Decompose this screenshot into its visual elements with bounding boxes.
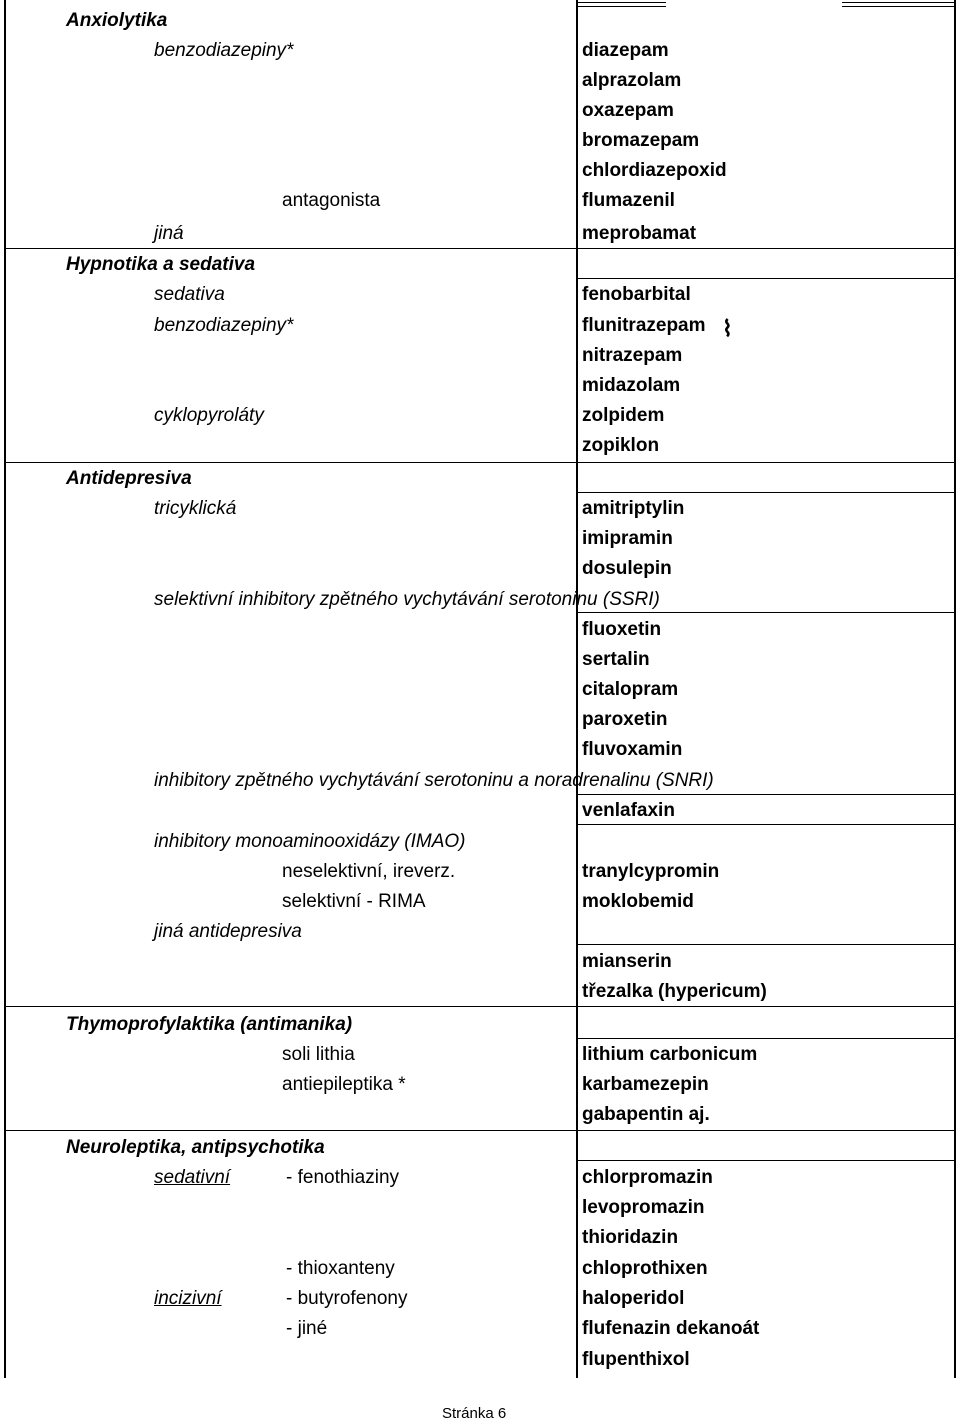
subcategory-antiepileptika: antiepileptika * [282,1074,406,1095]
page-footer: Stránka 6 [442,1405,507,1422]
drug-sertalin: sertalin [582,649,650,670]
drug-moklobemid: moklobemid [582,891,694,912]
drug-dosulepin: dosulepin [582,558,672,579]
drug-levopromazin: levopromazin [582,1197,705,1218]
category-tricyklicka: tricyklická [154,498,237,519]
subcategory-neselektivni: neselektivní, ireverz. [282,861,456,882]
divider-imao-head [578,824,956,825]
category-jina: jiná [154,223,184,244]
section-heading-hypnotika: Hypnotika a sedativa [66,254,256,275]
drug-thioridazin: thioridazin [582,1227,679,1248]
drug-fluoxetin: fluoxetin [582,619,662,640]
top-double-rule-d [842,6,954,7]
drug-alprazolam: alprazolam [582,70,682,91]
drug-trezalka: třezalka (hypericum) [582,981,767,1002]
drug-amitriptylin: amitriptylin [582,498,685,519]
divider-thymoprofylaktika [4,1130,956,1131]
table-right-border [954,0,956,1378]
drug-flumazenil: flumazenil [582,190,675,211]
top-double-rule-b [578,6,666,7]
footnote-bracket-icon: ⌇ [722,316,733,341]
subcategory-jine: - jiné [286,1318,328,1339]
table-left-border [4,0,6,1378]
section-heading-thymoprofylaktika: Thymoprofylaktika (antimanika) [66,1014,353,1035]
drug-lithium-carbonicum: lithium carbonicum [582,1044,758,1065]
category-incizivni: incizivní [154,1288,222,1309]
category-jina-antidepresiva: jiná antidepresiva [154,921,302,942]
subcategory-fenothiaziny: - fenothiaziny [286,1167,400,1188]
drug-imipramin: imipramin [582,528,673,549]
drug-mianserin: mianserin [582,951,672,972]
category-benzodiazepiny: benzodiazepiny* [154,40,294,61]
divider-anxiolytika [4,248,956,249]
category-snri: inhibitory zpětného vychytávání serotoninu a noradrenalinu (SNRI) [154,770,714,791]
drug-midazolam: midazolam [582,375,681,396]
divider-subhead-antidepresiva [578,492,956,493]
drug-citalopram: citalopram [582,679,679,700]
divider-neuro-head [578,1160,956,1161]
section-heading-antidepresiva: Antidepresiva [66,468,192,489]
drug-meprobamat: meprobamat [582,223,697,244]
drug-nitrazepam: nitrazepam [582,345,683,366]
subcategory-soli-lithia: soli lithia [282,1044,355,1065]
drug-chloprothixen: chloprothixen [582,1258,708,1279]
drug-zopiklon: zopiklon [582,435,660,456]
divider-antidepresiva [4,1006,956,1007]
section-heading-anxiolytika: Anxiolytika [66,10,168,31]
drug-flupenthixol: flupenthixol [582,1349,690,1370]
drug-karbamezepin: karbamezepin [582,1074,709,1095]
drug-gabapentin: gabapentin aj. [582,1104,710,1125]
drug-zolpidem: zolpidem [582,405,665,426]
divider-subhead-hypnotika [578,278,956,279]
subcategory-thioxanteny: - thioxanteny [286,1258,395,1279]
divider-thymo-head [578,1038,956,1039]
drug-venlafaxin: venlafaxin [582,800,675,821]
drug-flunitrazepam: flunitrazepam [582,315,706,336]
drug-haloperidol: haloperidol [582,1288,685,1309]
drug-paroxetin: paroxetin [582,709,668,730]
top-double-rule-a [578,2,666,3]
drug-fenobarbital: fenobarbital [582,284,691,305]
subcategory-butyrofenony: - butyrofenony [286,1288,408,1309]
top-double-rule-c [842,2,954,3]
drug-bromazepam: bromazepam [582,130,700,151]
drug-fluvoxamin: fluvoxamin [582,739,683,760]
drug-chlordiazepoxid: chlordiazepoxid [582,160,727,181]
divider-ssri-head [578,612,956,613]
divider-jina-head [578,944,956,945]
table-middle-border [576,0,578,1378]
divider-hypnotika [4,462,956,463]
category-sedativni: sedativní [154,1167,231,1188]
drug-diazepam: diazepam [582,40,669,61]
category-cyklopyrolaty: cyklopyroláty [154,405,264,426]
divider-snri-head [578,794,956,795]
category-imao: inhibitory monoaminooxidázy (IMAO) [154,831,466,852]
drug-tranylcypromin: tranylcypromin [582,861,720,882]
category-benzodiazepiny-2: benzodiazepiny* [154,315,294,336]
subcategory-selektivni-rima: selektivní - RIMA [282,891,426,912]
section-heading-neuroleptika: Neuroleptika, antipsychotika [66,1137,325,1158]
subcategory-antagonista: antagonista [282,190,381,211]
drug-chlorpromazin: chlorpromazin [582,1167,713,1188]
category-ssri: selektivní inhibitory zpětného vychytávání serotoninu (SSRI) [154,589,660,610]
drug-flufenazin-dekanoat: flufenazin dekanoát [582,1318,760,1339]
drug-oxazepam: oxazepam [582,100,674,121]
category-sedativa: sedativa [154,284,225,305]
